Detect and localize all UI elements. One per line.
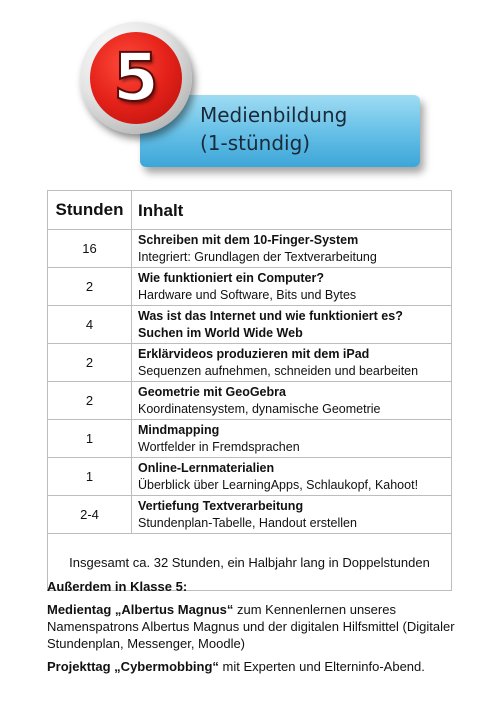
row-topic: Vertiefung Textverarbeitung (138, 498, 304, 513)
header (0, 0, 500, 185)
table-row (48, 458, 451, 496)
table-row (48, 306, 451, 344)
row-content (132, 306, 451, 343)
row-content (132, 420, 451, 457)
row-hours: 2 (48, 344, 132, 381)
row-topic: Geometrie mit GeoGebra (138, 384, 286, 399)
table-row (48, 420, 451, 458)
grade-badge-inner (90, 32, 182, 124)
projekttag-paragraph (47, 658, 467, 675)
row-detail: Suchen im World Wide Web (138, 325, 303, 340)
medientag-paragraph (47, 601, 467, 652)
row-content (132, 382, 451, 419)
row-hours: 2 (48, 268, 132, 305)
row-hours: 1 (48, 458, 132, 495)
table-row (48, 382, 451, 420)
row-topic: Mindmapping (138, 422, 220, 437)
row-content (132, 230, 451, 267)
row-hours: 2-4 (48, 496, 132, 533)
header-content: Inhalt (138, 200, 184, 220)
row-topic: Online-Lernmaterialien (138, 460, 275, 475)
row-hours: 1 (48, 420, 132, 457)
projekttag-name: Projekttag „Cybermobbing“ (47, 659, 219, 674)
row-content (132, 458, 451, 495)
row-content (132, 268, 451, 305)
table-row (48, 268, 451, 306)
row-topic: Was ist das Internet und wie funktioniert es? (138, 308, 403, 323)
row-topic: Schreiben mit dem 10-Finger-System (138, 232, 359, 247)
table-row (48, 344, 451, 382)
row-detail: Sequenzen aufnehmen, schneiden und bearbeiten (138, 363, 419, 378)
row-hours: 2 (48, 382, 132, 419)
extras-heading: Außerdem in Klasse 5: (47, 579, 188, 594)
row-detail: Wortfelder in Fremdsprachen (138, 439, 300, 454)
projekttag-text: mit Experten und Elterninfo-Abend. (218, 659, 425, 674)
table-total: Insgesamt ca. 32 Stunden, ein Halbjahr lang in Doppelstunden (69, 554, 430, 570)
medientag-text: zum Kennenlernen unseres Namenspatrons Albertus Magnus und der digitalen Hilfsmittel (Digitaler Stundenplan, Messenger, Moodle) (47, 602, 455, 651)
row-detail: Koordinatensystem, dynamische Geometrie (138, 401, 381, 416)
extras-section (47, 578, 467, 681)
row-detail: Hardware und Software, Bits und Bytes (138, 287, 357, 302)
row-topic: Wie funktioniert ein Computer? (138, 270, 324, 285)
page-subtitle: (1-stündig) (200, 131, 311, 155)
row-detail: Integriert: Grundlagen der Textverarbeitung (138, 249, 377, 264)
curriculum-table (47, 190, 452, 591)
table-header-row (48, 191, 451, 230)
row-detail: Überblick über LearningApps, Schlaukopf, Kahoot! (138, 477, 419, 492)
banner-text (200, 101, 347, 157)
row-hours: 16 (48, 230, 132, 267)
row-detail: Stundenplan-Tabelle, Handout erstellen (138, 515, 357, 530)
row-topic: Erklärvideos produzieren mit dem iPad (138, 346, 370, 361)
table-row (48, 230, 451, 268)
row-hours: 4 (48, 306, 132, 343)
row-content (132, 496, 451, 533)
grade-badge (80, 22, 192, 134)
row-content (132, 344, 451, 381)
header-hours: Stunden (48, 191, 132, 229)
medientag-name: Medientag „Albertus Magnus“ (47, 602, 234, 617)
page-title: Medienbildung (200, 103, 348, 127)
grade-number: 5 (113, 39, 159, 116)
table-row (48, 496, 451, 534)
